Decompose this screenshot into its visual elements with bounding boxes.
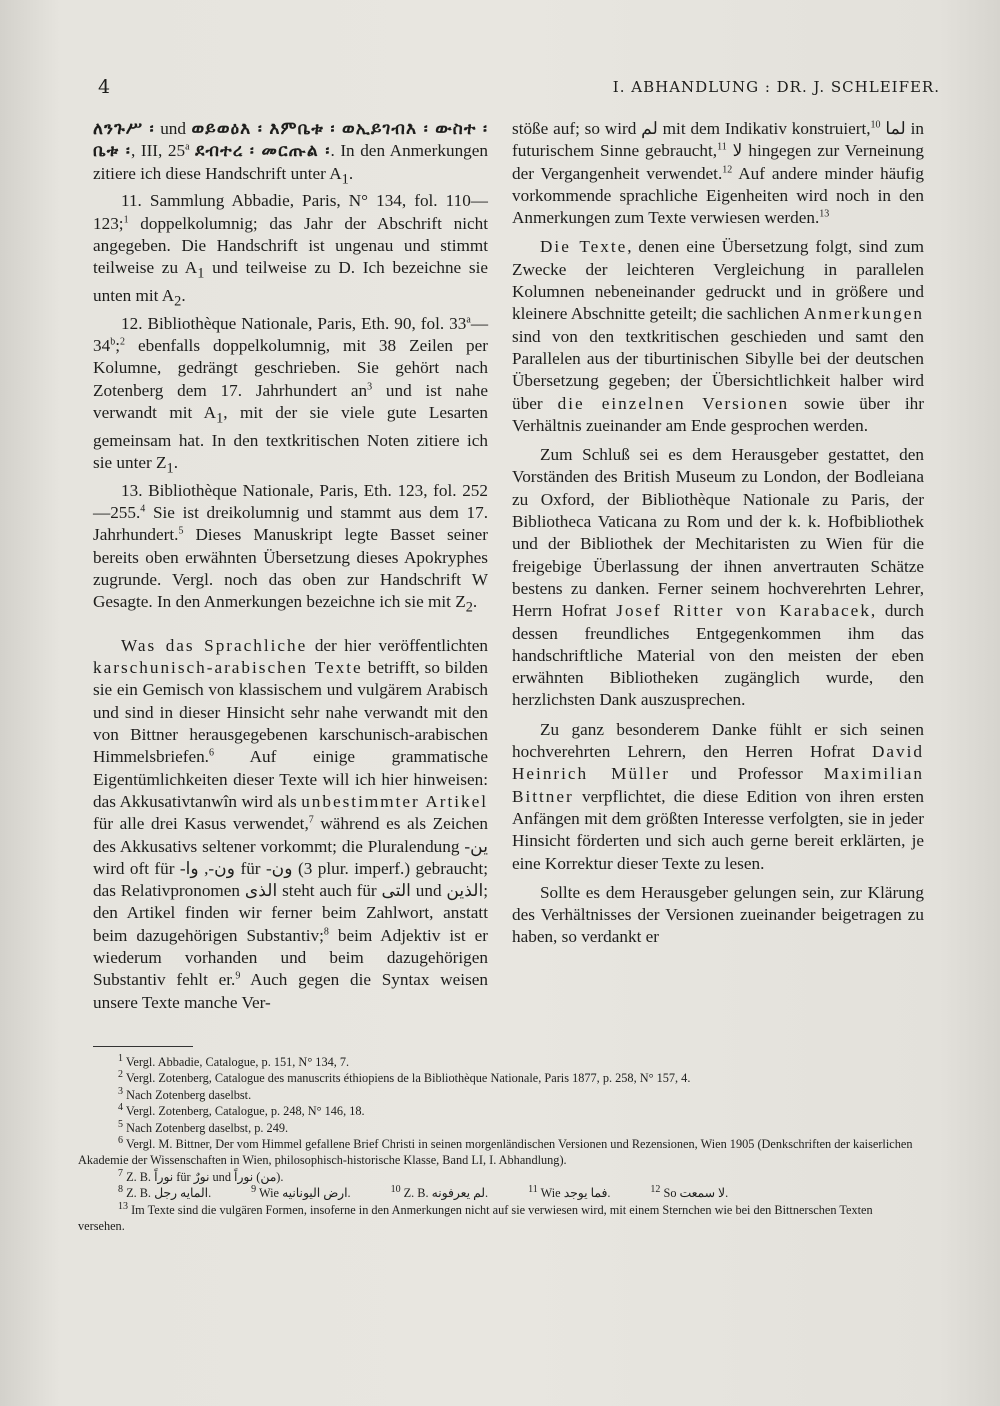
footnote-12: $^{12}$ So لا سمعت.	[650, 1184, 729, 1201]
footnote-row-8-12	[78, 1185, 920, 1201]
footnote-10: $^{10}$ Z. B. لم يعرفونه.	[390, 1184, 489, 1201]
paragraph-closing: Sollte es dem Herausgeber gelungen sein, zur Klärung des Verhältnisses der Versionen zueinander beigetragen zu haben, so verdankt er	[512, 882, 924, 947]
right-column	[512, 118, 924, 949]
page-number: 4	[98, 76, 111, 98]
footnote-4: $^4$ Vergl. Zotenberg, Catalogue, p. 248, N° 146, 18.	[118, 1102, 365, 1119]
page-header	[98, 76, 940, 104]
footnote-8: $^8$ Z. B. المايه رجل.	[118, 1184, 212, 1201]
paragraph-manuscript-11: 11. Sammlung Abbadie, Paris, N° 134, fol. 110—123;$^1$ doppelkolumnig; das Jahr der Abschrift nicht angegeben. Die Handschrift ist ungenau und stimmt teilweise zu $A_1$ und teilweise zu D. Ich bezeichne sie unten mit $A_2$.	[93, 191, 488, 310]
footnote-3: $^3$ Nach Zotenberg daselbst.	[118, 1085, 252, 1102]
left-column	[93, 118, 488, 1014]
footnote-1: $^1$ Vergl. Abbadie, Catalogue, p. 151, N° 134, 7.	[118, 1052, 350, 1069]
footnote-2: $^2$ Vergl. Zotenberg, Catalogue des manuscrits éthiopiens de la Bibliothèque Nationale, Paris 1877, p. 258, N° 157, 4.	[118, 1069, 691, 1086]
footnotes	[78, 1054, 920, 1234]
paragraph-thanks-teachers: Zu ganz besonderem Danke fühlt er sich seinen hochverehrten Lehrern, den Herren Hofrat David Heinrich Müller und Professor Maximilian Bittner verpflichtet, die diese Edition von ihren ersten Anfängen mit dem größten Interesse verfolgten, sie in jeder Hinsicht förderten und sich auch gerne bereit erklärten, je eine Korrektur dieser Texte zu lesen.	[512, 719, 924, 873]
footnote-5: $^5$ Nach Zotenberg daselbst, p. 249.	[118, 1118, 289, 1135]
footnote-rule	[93, 1046, 193, 1047]
paragraph-linguistics: Was das Sprachliche der hier veröffentlichten karschunisch-arabischen Texte betrifft, so bilden sie ein Gemisch von klassischem und vulgärem Arabisch und sind in dieser Hinsicht sehr nahe verwandt mit den von Bittner herausgegebenen karschunisch-arabischen Himmelsbriefen.$^6$ Auf einige grammatische Eigentümlichkeiten dieser Texte will ich hier hinweisen: das Akkusativtanwîn wird als unbestimmter Artikel für alle drei Kasus verwendet,$^7$ während es als Zeichen des Akkusativs seltener vorkommt; die Pluralendung ين- wird oft für ون-, وا- für ون- (3 plur. imperf.) gebraucht; das Relativpronomen الذى steht auch für التى und الذين; den Artikel finden wir ferner beim Zahlwort, anstatt beim dazugehörigen Substantiv;$^8$ beim Adjektiv ist er wiederum vorhanden und beim dazugehörigen Substantiv fehlt er.$^9$ Auch gegen die Syntax weisen unsere Texte manche Ver-	[93, 635, 489, 1012]
footnote-9: $^9$ Wie ارض اليونانيه.	[251, 1184, 351, 1201]
footnote-11: $^{11}$ Wie فما يوجد.	[528, 1184, 611, 1201]
footnote-13: $^{13}$ Im Texte sind die vulgären Formen, insoferne in den Anmerkungen nicht auf sie verwiesen wird, mit einem Sternchen wie bei den Bittnerschen Texten versehen.	[78, 1200, 873, 1234]
paragraph-manuscript-continuation: ለንጉሥ ፡ und ወይወዕእ ፡ እምቤቱ ፡ ወኢይገብእ ፡ ውስተ ፡ ቤቱ ፡, III, 25$^a$ ደብተረ ፡ መርጡል ፡. In den Anmerkungen zitiere ich diese Handschrift unter $A_1$.	[93, 119, 488, 188]
footnote-7: $^7$ Z. B. نوراً für نورٌ und (من) نوراً.	[118, 1167, 284, 1184]
paragraph-manuscript-13: 13. Bibliothèque Nationale, Paris, Eth. 123, fol. 252—255.$^4$ Sie ist dreikolumnig und stammt aus dem 17. Jahrhundert.$^5$ Dieses Manuskript legte Basset seiner bereits oben erwähnten Übersetzung dieses Apokryphes zugrunde. Vergl. noch das oben zur Handschrift W Gesagte. In den Anmerkungen bezeichne ich sie mit $Z_2$.	[93, 480, 488, 616]
paragraph-acknowledgements: Zum Schluß sei es dem Herausgeber gestattet, den Vorständen des British Museum zu London, der Bodleiana zu Oxford, der Bibliothèque Nationale zu Paris, der Bibliotheca Vaticana zu Rom und der k. k. Hofbibliothek und der Bibliothek der Mechitaristen zu Wien für die freigebige Überlassung der ihnen anvertrauten Schätze bestens zu danken. Ferner seinem hochverehrten Lehrer, Herrn Hofrat Josef Ritter von Karabacek, durch dessen freundliches Entgegenkommen ihm das handschriftliche Material von den meisten der eben erwähnten Bibliotheken zugänglich wurde, den herzlichsten Dank auszusprechen.	[512, 445, 925, 710]
footnote-6: $^6$ Vergl. M. Bittner, Der vom Himmel gefallene Brief Christi in seinen morgenländischen Versionen und Rezensionen, Wien 1905 (Denkschriften der kaiserlichen Akademie der Wissenschaften in Wien, philosophisch-historische Klasse, Band LI, I. Abhandlung).	[78, 1134, 913, 1168]
running-title: I. ABHANDLUNG : DR. J. SCHLEIFER.	[612, 78, 940, 96]
paragraph-texts: Die Texte, denen eine Übersetzung folgt, sind zum Zwecke der leichteren Vergleichung in parallelen Kolumnen nebeneinander gedruckt und in größere und kleinere Abschnitte geteilt; die sachlichen Anmerkungen sind von den textkritischen geschieden und samt den Parallelen aus der tiburtinischen Sibylle bei der deutschen Übersetzung gegeben; der Übersichtlichkeit halber wird über die einzelnen Versionen sowie über ihr Verhältnis zueinander am Ende gesprochen werden.	[512, 237, 925, 435]
paragraph-manuscript-12: 12. Bibliothèque Nationale, Paris, Eth. 90, fol. 33$^a$—34$^b$;$^2$ ebenfalls doppelkolumnig, mit 38 Zeilen per Kolumne, gedrängt geschrieben. Sie gehört nach Zotenberg dem 17. Jahrhundert $an^3$ und ist nahe verwandt mit $A_1$, mit der sie viele gute Lesarten gemeinsam hat. In den textkritischen Noten zitiere ich sie unter $Z_1$.	[93, 313, 488, 477]
paragraph-syntax-continuation: stöße auf; so wird لم mit dem Indikativ konstruiert,$^{10}$ لما in futurischem Sinne gebraucht,$^{11}$ لا hingegen zur Verneinung der Vergangenheit verwendet.$^{12}$ Auf andere minder häufig vorkommende sprachliche Eigenheiten wird noch in den Anmerkungen zum Texte verwiesen werden.$^{13}$	[512, 119, 925, 228]
